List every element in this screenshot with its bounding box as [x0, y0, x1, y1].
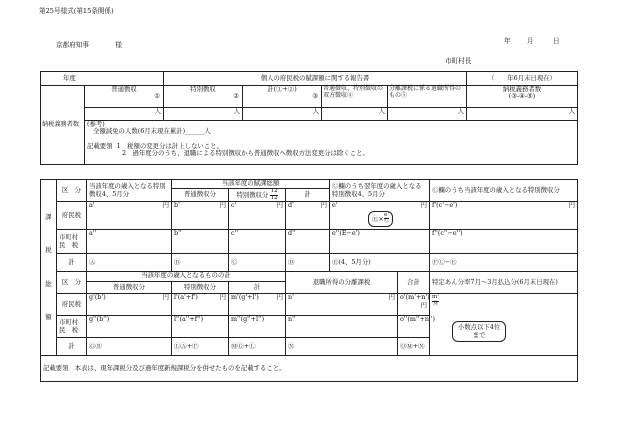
s2-col-m: 計: [229, 282, 286, 294]
tp-col-5-num: (③-④-⑤): [508, 92, 536, 101]
s1-row2-b: b'': [172, 230, 229, 254]
side-label-cell: [41, 180, 57, 356]
s2-row2-l: l''(a''+f''): [172, 316, 229, 338]
unit: 円: [219, 201, 226, 210]
formula-box: [368, 211, 393, 227]
s2-col-g: 普通徴収分: [87, 282, 172, 294]
side-label-3: 総: [45, 279, 52, 288]
s2-row1-o: [398, 294, 430, 316]
s1-row1-d-val: d': [288, 201, 294, 210]
unit: 円: [420, 300, 428, 309]
unit: 円: [388, 293, 396, 302]
tp-value-1: 人: [164, 108, 243, 121]
s2-row2-label: 市町村民 税: [57, 316, 87, 338]
unit: 円: [162, 201, 169, 210]
s1-row1-label: 府民税: [57, 202, 87, 230]
s2-row1-n: [286, 294, 398, 316]
s2-row1-g: [87, 294, 172, 316]
s1-row1-e-formula: [332, 211, 427, 227]
s1-row1-c: [229, 202, 286, 230]
formula-bottom: Ⓒ: [383, 218, 390, 225]
s2-row2-n: n'': [286, 316, 398, 338]
s2-row1-o-val: o'(m'+n'): [400, 293, 430, 302]
report-title: 個人の府民税の賦課額に関する報告書: [164, 72, 467, 86]
tp-col-1-label: 特別徴収: [190, 85, 216, 93]
tp-col-2-label: 計(①+②): [267, 85, 297, 93]
unit: 円: [420, 201, 428, 210]
tp-value-0: 人: [85, 108, 164, 121]
s1-row1-a-val: a': [89, 201, 95, 210]
taxpayers-row-label: 納税義務者数: [41, 86, 85, 165]
s2-col-o: 合計: [398, 272, 430, 294]
s2-row1-n-val: n': [288, 293, 294, 302]
s2-row2-m: m''(g''+l''): [229, 316, 286, 338]
date-day: 日: [553, 37, 560, 45]
mayor-title: 市町村長: [445, 57, 472, 65]
s2-col-l: 特別徴収分: [172, 282, 229, 294]
s1-row1-c-val: c': [231, 201, 237, 210]
decimal-note: 小数点以下4位まで: [452, 321, 506, 342]
s1-row3-label: 計: [57, 254, 87, 272]
s1-row1-f: [430, 202, 578, 230]
footer-label: 記載要領: [43, 364, 69, 372]
reference-block: [85, 121, 578, 143]
s1-col-c-num: 12: [270, 188, 278, 194]
tp-col-1-num: ②: [233, 92, 239, 101]
p-num: m': [432, 294, 439, 301]
s2-row2-g: g''(b''): [87, 316, 172, 338]
tp-col-5-label: 納税義務者数: [502, 85, 542, 93]
unit: 円: [276, 201, 283, 210]
taxpayer-table: [40, 71, 578, 165]
s2-row3-l: ⓁⒶ+Ⓕ: [172, 338, 229, 356]
s2-row1-l-val: l'(a'+f'): [174, 293, 198, 302]
s2-row3-n: Ⓝ: [286, 338, 398, 356]
tp-col-0-label: 普通徴収: [111, 85, 137, 93]
s2-row1-label: 府民税: [57, 294, 87, 316]
s2-row2-o: o''(m''+n''): [398, 316, 430, 338]
s2-row3-m: ⓂⒼ+Ⓛ: [229, 338, 286, 356]
s1-row1-e: [330, 202, 430, 230]
tp-value-3: 人: [322, 108, 388, 121]
date-year: 年: [504, 37, 511, 45]
s1-row3-b: Ⓑ: [172, 254, 229, 272]
unit: 円: [568, 201, 576, 210]
formula-fraction: [384, 213, 390, 225]
s1-row3-e: Ⓔ(4、5月分): [330, 254, 430, 272]
tp-col-0-num: ①: [154, 92, 160, 101]
notes-label: 記載要領: [87, 141, 113, 150]
tp-value-4: 人: [388, 108, 467, 121]
s1-row1-b-val: b': [174, 201, 180, 210]
s1-row1-f-val: f'(c'−e'): [432, 201, 458, 210]
s2-col-p: 特定あん分率7月～3月払込分(6月末日現在): [430, 272, 578, 294]
side-label-4: 額: [45, 312, 52, 321]
assessment-table: [40, 179, 578, 382]
s1-col-c-label: 特別徴収分: [236, 191, 269, 200]
s2-row3-label: 計: [57, 338, 87, 356]
notes-block: [85, 143, 578, 165]
report-year: 年度: [41, 72, 164, 86]
report-as-of: （ 年6月末日現在）: [467, 72, 578, 86]
s1-row1-d: [286, 202, 330, 230]
s2-row1-m-val: m'(g'+l'): [231, 293, 259, 302]
s1-row2-label: 市町村民 税: [57, 230, 87, 254]
unit: 円: [320, 201, 328, 210]
s1-row2-c: c'': [229, 230, 286, 254]
s2-row3-o: ⓄⓂ+Ⓝ: [398, 338, 430, 356]
tp-col-4: [388, 86, 467, 108]
s2-col-group: 当該年度の歳入となるものの計: [87, 272, 286, 282]
s1-col-e: Ⓒ欄のうち翌年度の歳入となる特別徴収4、5月分: [330, 180, 430, 202]
p-fraction: [432, 295, 439, 307]
side-label-1: 課: [45, 212, 52, 221]
s1-row3-f: ⒻⒸ−Ⓔ: [430, 254, 578, 272]
s1-row1-b: [172, 202, 229, 230]
tp-col-4-num: ⑤: [401, 91, 408, 99]
tp-col-0: [85, 86, 164, 108]
s1-row1-a: [87, 202, 172, 230]
s1-row1-e-val: e': [332, 201, 338, 210]
s1-col-f: Ⓒ欄のうち当該年度の歳入となる特別徴収分: [430, 180, 578, 202]
tp-col-3: [322, 86, 388, 108]
formula-top: e': [384, 211, 390, 218]
reference-title: (参考): [87, 120, 105, 128]
unit: 円: [162, 293, 169, 302]
s2-col-p-value: [430, 294, 578, 356]
formula-pre: Ⓔ×: [372, 214, 384, 223]
reference-line: 全額減免の人数(6月末現在累計)______人: [93, 127, 211, 136]
s1-col-c: [229, 189, 286, 202]
s2-row3-g: ⒼⒷ: [87, 338, 172, 356]
s1-col-c-fraction: [270, 189, 277, 201]
s1-col-group: 当該年度の賦課総額: [172, 180, 330, 189]
s2-col-n: 退職所得の分離課税: [286, 272, 398, 294]
tp-col-3-label: 普通徴収、特別徴収の双方徴収: [323, 85, 384, 99]
tp-value-2: 人: [243, 108, 322, 121]
s2-row1-g-val: g'(b'): [89, 293, 106, 302]
note-1: 1 税額の変更分は計上しないこと。: [116, 141, 223, 150]
unit: 円: [276, 293, 283, 302]
s1-col-a: 当該年度の歳入となる特別徴収4、5月分: [87, 180, 172, 202]
tp-col-5: [467, 86, 578, 108]
tp-col-4-label: 分離課税に係る退職所得のもの: [389, 85, 462, 99]
s1-row2-a: a'': [87, 230, 172, 254]
p-den: Ⓜ: [432, 300, 439, 307]
s1-col-c-den: 12: [270, 194, 278, 201]
s1-col-d: 計: [286, 189, 330, 202]
s1-row2-f: f''(c''−e''): [430, 230, 578, 254]
footer-text: 本表は、現年課税分及び過年度新規課税分を併せたものを記載すること。: [74, 364, 286, 372]
tp-value-5: 人: [467, 108, 578, 121]
s2-kubun: 区 分: [57, 272, 87, 294]
tp-col-1: [164, 86, 243, 108]
footer-note: [41, 356, 578, 382]
s1-row3-c: Ⓒ: [229, 254, 286, 272]
unit: 円: [219, 293, 226, 302]
note-2: 2 過年度分のうち、退職による特別徴収から普通徴収へ徴収方法変更分は除くこと。: [122, 148, 369, 157]
date-month: 月: [527, 37, 534, 45]
form-number: 第25号様式(第15条関係): [39, 7, 114, 15]
s1-col-b: 普通徴収分: [172, 189, 229, 202]
s1-row2-d: d'': [286, 230, 330, 254]
s2-row1-m: [229, 294, 286, 316]
s1-row3-d: Ⓓ: [286, 254, 330, 272]
s1-row3-a: Ⓐ: [87, 254, 172, 272]
tp-col-2: [243, 86, 322, 108]
addressee: 京都府知事 様: [56, 41, 122, 49]
s2-row1-l: [172, 294, 229, 316]
s1-row2-e: e''(E−e'): [330, 230, 430, 254]
side-label-2: 税: [45, 246, 52, 255]
s1-kubun: 区 分: [57, 180, 87, 202]
tp-col-2-num: ③: [312, 92, 318, 101]
tp-col-3-num: ④: [347, 91, 354, 99]
